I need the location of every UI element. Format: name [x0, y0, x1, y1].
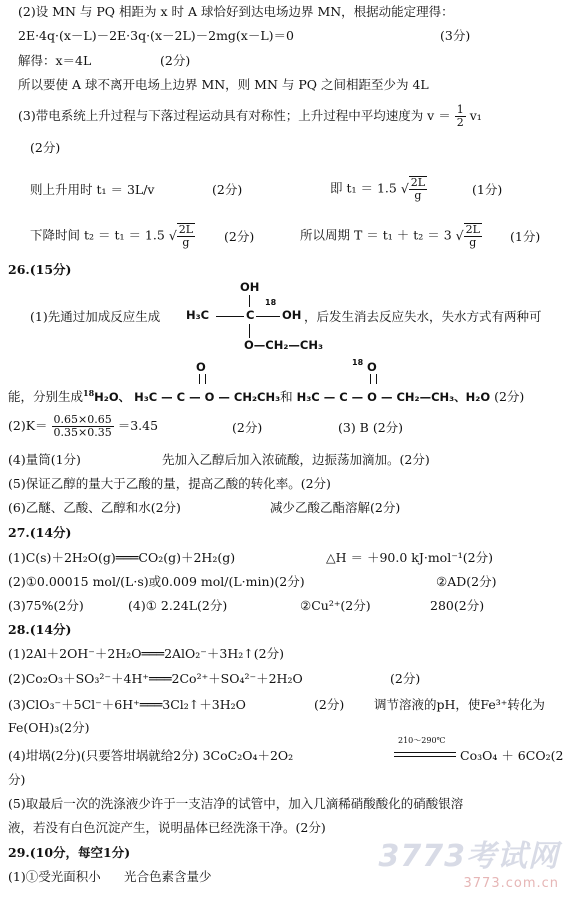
s25-p2-conclusion: 所以要使 A 球不离开电场上边界 MN，则 MN 与 PQ 之间相距至少为 4L	[18, 77, 429, 92]
s28-p3-points: (2分)	[314, 697, 345, 712]
s26-p2-points: (2分)	[232, 420, 263, 435]
s26-p6: (6)乙醚、乙酸、乙醇和水(2分)	[8, 500, 181, 515]
s25-up-time: 则上升用时 t₁ ＝ 3L/v	[30, 182, 155, 197]
s25-down-root-fraction	[177, 223, 195, 249]
s28-p4-c: 分)	[8, 772, 26, 787]
s26-k-label: (2)K＝	[8, 418, 48, 434]
mol1-h3c: H₃C	[186, 308, 210, 322]
s26-p1-products	[8, 388, 524, 405]
mol3-isotope: 18	[352, 358, 364, 367]
s27-header: 27.(14分)	[8, 525, 72, 540]
frac-denominator: 2	[456, 116, 464, 130]
watermark-url: 3773.com.cn	[463, 875, 559, 891]
s26-k-value: ＝3.45	[117, 418, 159, 434]
s25-p2-equation: 2E·4q·(x－L)－2E·3q·(x－2L)－2mg(x－L)＝0	[18, 28, 294, 43]
s25-p2-solve: 解得：x＝4L	[18, 53, 92, 68]
s27-p1-dh: △H ＝ ＋90.0 kJ·mol⁻¹(2分)	[326, 550, 494, 565]
s28-p2-points: (2分)	[390, 671, 421, 686]
s27-p2-b: ②AD(2分)	[436, 574, 497, 589]
mol2-double-bond	[199, 374, 206, 384]
s28-p4-eq-line-bottom	[394, 756, 456, 757]
s25-p3-v1: v₁	[469, 108, 482, 124]
s25-up-root-fraction	[409, 176, 427, 202]
mol1-bond-top	[249, 295, 250, 307]
mol1-c: C	[246, 308, 255, 322]
s26-p2	[8, 414, 158, 439]
s25-period-root-fraction	[464, 223, 482, 249]
s25-p3-points: (2分)	[30, 140, 61, 155]
mol1-oh-right: OH	[282, 308, 302, 322]
s26-p1-points: (2分)	[494, 389, 525, 405]
s29-header: 29.(10分，每空1分)	[8, 845, 131, 860]
s28-p4-eq-line-top	[394, 752, 456, 753]
sqrt-symbol: √	[400, 181, 409, 197]
s28-p3: (3)ClO₃⁻＋5Cl⁻＋6H⁺═══3Cl₂↑＋3H₂O	[8, 697, 246, 712]
s25-up-time2-points: (1分)	[472, 182, 503, 197]
mol1-ethoxy: O—CH₂—CH₃	[244, 338, 323, 352]
s26-p4-b: 先加入乙醇后加入浓硫酸，边振荡加滴加。(2分)	[162, 452, 430, 467]
s27-p3-d: 280(2分)	[430, 598, 485, 613]
s25-p2-eq-points: (3分)	[440, 28, 471, 43]
s25-period-points: (1分)	[510, 229, 541, 244]
s28-p4: (4)坩埚(2分)(只要答坩埚就给2分) 3CoC₂O₄＋2O₂	[8, 748, 294, 763]
s25-down-time	[30, 223, 195, 249]
watermark-big: 3773考试网	[378, 839, 559, 875]
s27-p3-b: (4)① 2.24L(2分)	[128, 598, 228, 613]
s25-p3-fraction	[455, 104, 466, 129]
mol2-isotope: 18	[83, 388, 95, 398]
frac-numerator: 2L	[465, 223, 480, 236]
s28-p1: (1)2Al＋2OH⁻＋2H₂O═══2AlO₂⁻＋3H₂↑(2分)	[8, 646, 284, 661]
s26-p1-text-c: 能，分别生成	[8, 389, 84, 405]
s25-down-time-points: (2分)	[224, 229, 255, 244]
s26-p6-b: 减少乙酸乙酯溶解(2分)	[270, 500, 401, 515]
s25-p2-intro: (2)设 MN 与 PQ 相距为 x 时 A 球恰好到达电场边界 MN，根据动能定理得：	[18, 4, 454, 19]
s27-p1: (1)C(s)＋2H₂O(g)═══CO₂(g)＋2H₂(g)	[8, 550, 236, 565]
s25-period-text: 所以周期 T ＝ t₁ ＋ t₂ ＝ 3	[300, 227, 452, 243]
frac-denominator: g	[182, 236, 190, 250]
frac-denominator: 0.35×0.35	[53, 426, 112, 440]
frac-denominator: g	[469, 236, 477, 250]
s28-p3-b: 调节溶液的pH，使Fe³⁺转化为	[374, 697, 545, 712]
mol1-oh-top: OH	[240, 280, 260, 294]
s26-p5: (5)保证乙醇的量大于乙酸的量，提高乙酸的转化率。(2分)	[8, 476, 331, 491]
mol2-ester: H₃C — C — O — CH₂CH₃	[134, 390, 281, 405]
frac-denominator: g	[414, 189, 422, 203]
s25-p2-solve-points: (2分)	[160, 53, 191, 68]
s25-up-time2	[330, 176, 427, 202]
mol1-bond-left	[216, 316, 244, 317]
s27-p2: (2)①0.00015 mol/(L·s)或0.009 mol/(L·min)(2分)	[8, 574, 305, 589]
s26-and: 和	[280, 389, 293, 405]
mol1-isotope: 18	[265, 298, 277, 307]
s25-down-time-text: 下降时间 t₂ ＝ t₁ ＝ 1.5	[30, 227, 165, 243]
s26-k-fraction	[52, 414, 114, 439]
s28-p4-condition: 210～290℃	[398, 736, 446, 745]
mol3-double-bond	[370, 374, 377, 384]
frac-numerator: 1	[456, 103, 464, 116]
s26-water: 、H₂O	[454, 390, 491, 405]
s28-p5-b: 液，若没有白色沉淀产生，说明晶体已经洗涤干净。(2分)	[8, 820, 326, 835]
s29-p1: (1)①受光面积小	[8, 869, 101, 884]
s28-p4-b: Co₃O₄ ＋ 6CO₂(2	[460, 748, 564, 763]
s28-p5: (5)取最后一次的洗涤液少许于一支洁净的试管中，加入几滴稀硝酸酸化的硝酸银溶	[8, 796, 464, 811]
s28-header: 28.(14分)	[8, 622, 72, 637]
frac-numerator: 0.65×0.65	[53, 413, 112, 426]
s25-period	[300, 223, 482, 249]
s26-header: 26.(15分)	[8, 262, 72, 277]
mol1-bond-right	[256, 316, 280, 317]
s25-up-time-points: (2分)	[212, 182, 243, 197]
s25-up-time2-text: 即 t₁ ＝ 1.5	[330, 180, 397, 196]
s26-p3: (3) B (2分)	[338, 420, 404, 435]
sqrt-symbol: √	[455, 228, 464, 244]
mol3-carbonyl-o: O	[367, 360, 377, 374]
watermark-logo	[379, 838, 560, 892]
s28-p2: (2)Co₂O₃＋SO₃²⁻＋4H⁺═══2Co²⁺＋SO₄²⁻＋2H₂O	[8, 671, 303, 686]
s25-p3-intro	[18, 104, 482, 129]
s27-p3-c: ②Cu²⁺(2分)	[300, 598, 371, 613]
mol2-carbonyl-o: O	[196, 360, 206, 374]
s29-p1-b: 光合色素含量少	[124, 869, 212, 884]
s28-p3-c: Fe(OH)₃(2分)	[8, 720, 90, 735]
s26-p4: (4)量筒(1分)	[8, 452, 81, 467]
frac-numerator: 2L	[178, 223, 194, 236]
s27-p3: (3)75%(2分)	[8, 598, 84, 613]
frac-numerator: 2L	[410, 176, 426, 189]
s26-water-18: H₂O、	[94, 390, 131, 405]
sqrt-symbol: √	[168, 228, 177, 244]
s26-p1-text: (1)先通过加成反应生成	[30, 309, 161, 324]
s25-p3-text: (3)带电系统上升过程与下落过程运动具有对称性；上升过程中平均速度为 v ＝	[18, 108, 451, 124]
mol3-ester: H₃C — C — O — CH₂—CH₃	[296, 390, 455, 405]
mol1-bond-bottom	[249, 324, 250, 338]
s26-p1-text-b: ，后发生消去反应失水，失水方式有两种可	[304, 309, 542, 324]
